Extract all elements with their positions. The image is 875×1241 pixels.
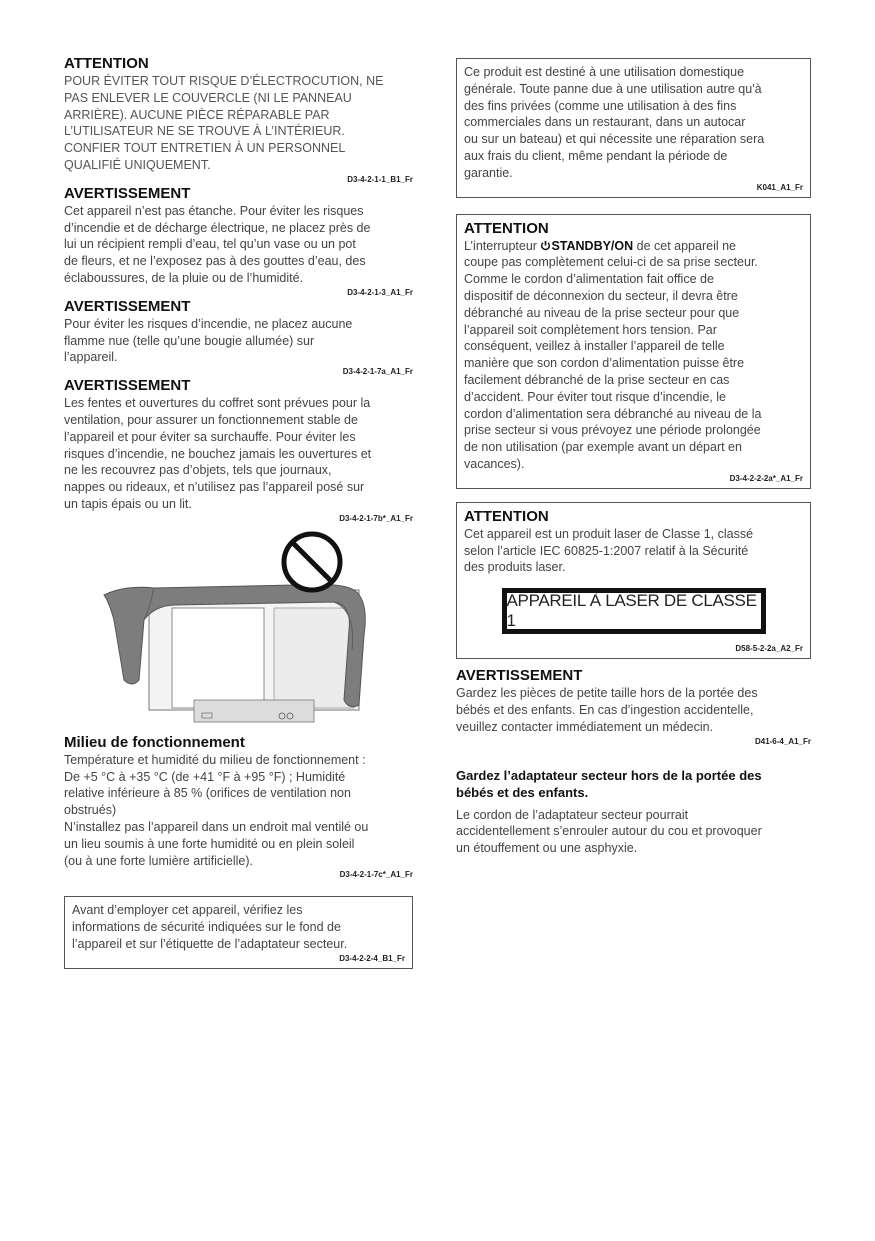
section-body: Gardez les pièces de petite taille hors de la portée des bébés et des enfants. En cas d’ingestion accidentelle, veuillez contacter immédiatement un médecin. [456, 686, 758, 734]
section-title: Milieu de fonctionnement [64, 733, 245, 751]
reference-code: K041_A1_Fr [756, 182, 803, 192]
section-adapter-warning [456, 767, 811, 857]
section-title: ATTENTION [464, 219, 549, 237]
section-attention-electrocution [64, 55, 413, 185]
standby-attention-box [456, 214, 811, 489]
reference-code: D3-4-2-2-2a*_A1_Fr [729, 473, 803, 483]
reference-code: D3-4-2-1-7b*_A1_Fr [339, 513, 413, 523]
laser-class-label [502, 588, 766, 634]
laser-attention-box [456, 502, 811, 659]
covered-device-illustration [94, 530, 414, 730]
reference-code: D58-5-2-2a_A2_Fr [735, 644, 803, 654]
section-title: AVERTISSEMENT [64, 377, 191, 395]
section-body: Température et humidité du milieu de fonctionnement : De +5 °C à +35 °C (de +41 °F à +95 °F) ; Humidité relative inférieure à 85 % (orifices de ventilation non obstrués) N’installez pas l’appareil dans un endroit mal ventilé ou un lieu soumis à une forte humidité ou en plein soleil (ou à une forte lumière artificielle). [64, 752, 369, 868]
reference-code: D3-4-2-1-1_B1_Fr [347, 174, 413, 184]
section-title: AVERTISSEMENT [64, 184, 191, 202]
safety-info-box [64, 896, 413, 968]
section-warning-small-parts [456, 667, 811, 746]
section-operating-environment [64, 734, 413, 881]
reference-code: D3-4-2-1-7a_A1_Fr [342, 367, 413, 377]
reference-code: D3-4-2-1-7c*_A1_Fr [339, 870, 413, 880]
section-warning-flame [64, 298, 413, 377]
laser-class-label-text: APPAREIL À LASER DE CLASSE 1 [507, 593, 761, 629]
section-body: Cet appareil n’est pas étanche. Pour éviter les risques d’incendie et de décharge électrique, ne placez près de lui un récipient rempli d’eau, tel qu’un vase ou un pot de fleurs, et ne l’exposez pas à des gouttes d’eau, des éclaboussures, de la pluie ou de l’humidité. [64, 203, 371, 285]
section-title: AVERTISSEMENT [456, 667, 583, 685]
prohibition-icon [284, 534, 340, 590]
section-warning-water [64, 185, 413, 298]
section-subtitle: Gardez l’adaptateur secteur hors de la portée des bébés et des enfants. [456, 767, 762, 800]
standby-on-label: STANDBY/ON [551, 238, 634, 253]
right-column [456, 58, 811, 857]
box-body: L’interrupteur STANDBY/ON de cet appareil ne coupe pas complètement celui-ci de sa prise secteur. Comme le cordon d’alimentation fait office de dispositif de déconnexion du secteur, il devra être débranché au niveau de la prise secteur pour que l’appareil soit complètement hors tension. Par conséquent, veillez à installer l’appareil de telle manière que son cordon d’alimentation puisse être facilement débranché de la prise secteur en cas d’accident. Pour éviter tout risque d’incendie, le cordon d’alimentation sera débranché au niveau de la prise secteur si vous prévoyez une période prolongée de non utilisation (par exemple avant un départ en vacances). [464, 238, 762, 471]
box-body: Ce produit est destiné à une utilisation domestique générale. Toute panne due à une utilisation autre qu'à des fins privées (comme une utilisation à des fins commerciales dans un restaurant, dans un autocar ou sur un bateau) et qui nécessite une réparation sera aux frais du client, même pendant la période de garantie. [464, 65, 765, 180]
section-body: Le cordon de l’adaptateur secteur pourrait accidentellement s’enrouler autour du cou et provoquer un étouffement ou une asphyxie. [456, 807, 762, 856]
reference-code: D3-4-2-2-4_B1_Fr [339, 953, 405, 963]
section-body: Pour éviter les risques d’incendie, ne placez aucune flamme nue (telle qu’une bougie allumée) sur l’appareil. [64, 316, 353, 365]
power-standby-icon [540, 240, 551, 251]
stereo-device [149, 590, 359, 722]
section-title: ATTENTION [64, 55, 149, 72]
box-body: Cet appareil est un produit laser de Classe 1, classé selon l’article IEC 60825-1:2007 relatif à la Sécurité des produits laser. [464, 526, 754, 575]
reference-code: D41-6-4_A1_Fr [754, 736, 811, 746]
section-warning-ventilation [64, 377, 413, 730]
left-column [64, 55, 413, 969]
domestic-use-box [456, 58, 811, 198]
section-title: AVERTISSEMENT [64, 297, 191, 315]
section-body: Les fentes et ouvertures du coffret sont prévues pour la ventilation, pour assurer un fonctionnement stable de l’appareil et pour éviter sa surchauffe. Pour éviter les risques d’incendie, ne bouchez jamais les ouvertures et ne les recouvrez pas d’objets, tels que journaux, nappes ou rideaux, et n’utilisez pas l’appareil posé sur un tapis épais ou un lit. [64, 396, 372, 511]
box-body: Avant d’employer cet appareil, vérifiez les informations de sécurité indiquées sur le fond de l’appareil et sur l’étiquette de l’adaptateur secteur. [72, 903, 348, 951]
reference-code: D3-4-2-1-3_A1_Fr [347, 287, 413, 297]
section-body: POUR ÉVITER TOUT RISQUE D’ÉLECTROCUTION, NE PAS ENLEVER LE COUVERCLE (NI LE PANNEAU ARRIÈRE). AUCUNE PIÈCE RÉPARABLE PAR L’UTILISATEUR NE SE TROUVE À L’INTÉRIEUR. CONFIER TOUT ENTRETIEN À UN PERSONNEL QUALIFIÉ UNIQUEMENT. [64, 74, 384, 172]
section-title: ATTENTION [464, 507, 549, 525]
